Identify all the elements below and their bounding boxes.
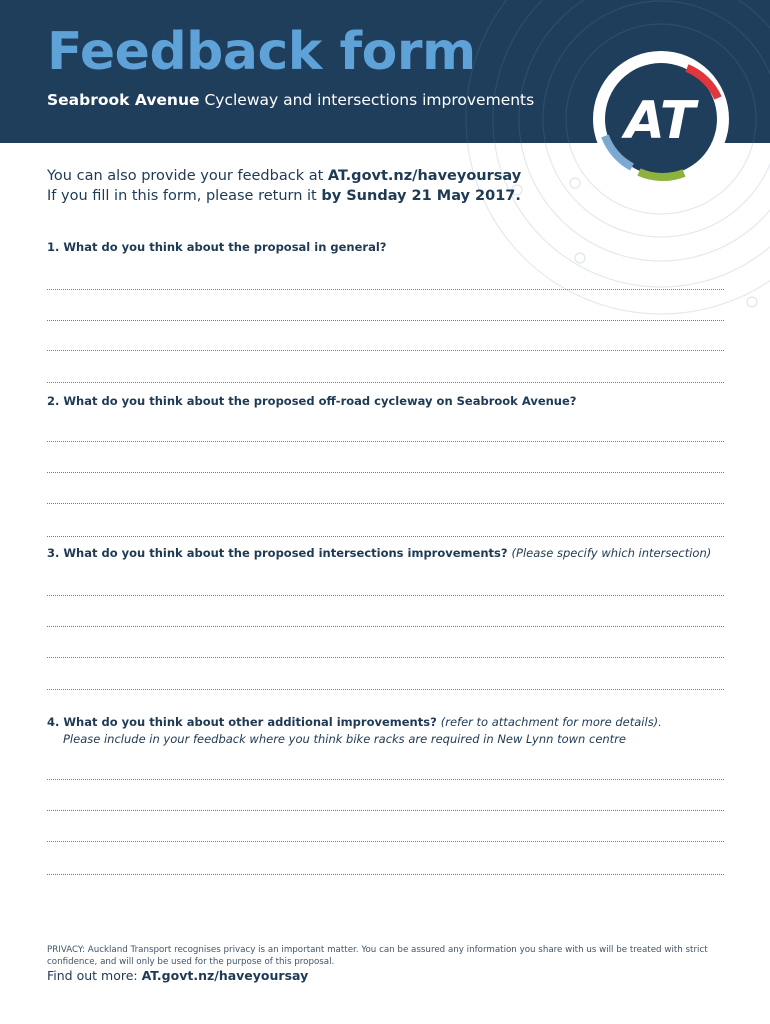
find-out-more-label: Find out more:: [47, 968, 142, 983]
answer-line[interactable]: [47, 503, 724, 504]
question-4-note: (refer to attachment for more details).: [440, 715, 662, 729]
question-3-text: 3. What do you think about the proposed intersections improvements?: [47, 546, 512, 560]
intro-link[interactable]: AT.govt.nz/haveyoursay: [327, 168, 522, 184]
privacy-notice: PRIVACY: Auckland Transport recognises privacy is an important matter. You can be assured any information you share with us will be treated with strict confidence, and will only be used for the purpose of this proposal.: [47, 945, 708, 967]
question-3-note: (Please specify which intersection): [511, 546, 712, 560]
answer-line[interactable]: [47, 441, 724, 442]
return-deadline: by Sunday 21 May 2017.: [321, 188, 521, 204]
answer-line[interactable]: [47, 350, 724, 351]
answer-line[interactable]: [47, 779, 724, 780]
find-out-more: [47, 968, 308, 983]
intro-line-2-prefix: If you fill in this form, please return it: [47, 188, 322, 204]
answer-line[interactable]: [47, 810, 724, 811]
at-logo: [592, 50, 730, 188]
question-4-note-2: Please include in your feedback where you think bike racks are required in New Lynn town centre: [63, 732, 626, 746]
page-subtitle: [47, 91, 534, 109]
intro-text: [47, 166, 521, 206]
answer-line[interactable]: [47, 536, 724, 537]
answer-line[interactable]: [47, 689, 724, 690]
answer-line[interactable]: [47, 595, 724, 596]
find-out-more-link[interactable]: AT.govt.nz/haveyoursay: [141, 968, 309, 983]
question-2: 2. What do you think about the proposed off-road cycleway on Seabrook Avenue?: [47, 394, 577, 408]
answer-line[interactable]: [47, 382, 724, 383]
question-1: 1. What do you think about the proposal in general?: [47, 240, 387, 254]
answer-line[interactable]: [47, 874, 724, 875]
logo-text: AT: [624, 91, 696, 151]
answer-line[interactable]: [47, 472, 724, 473]
answer-line[interactable]: [47, 657, 724, 658]
page-title: Feedback form: [47, 22, 476, 82]
question-3: [47, 546, 711, 560]
subtitle-bold: Seabrook Avenue: [47, 91, 200, 109]
intro-line-1: [47, 166, 521, 186]
question-4: [47, 715, 662, 729]
answer-line[interactable]: [47, 841, 724, 842]
answer-line[interactable]: [47, 626, 724, 627]
answer-line[interactable]: [47, 289, 724, 290]
question-4-text: 4. What do you think about other additional improvements?: [47, 715, 441, 729]
intro-line-2: [47, 186, 521, 206]
answer-line[interactable]: [47, 320, 724, 321]
intro-line-1-prefix: You can also provide your feedback at: [47, 168, 328, 184]
subtitle-rest: Cycleway and intersections improvements: [199, 91, 535, 109]
